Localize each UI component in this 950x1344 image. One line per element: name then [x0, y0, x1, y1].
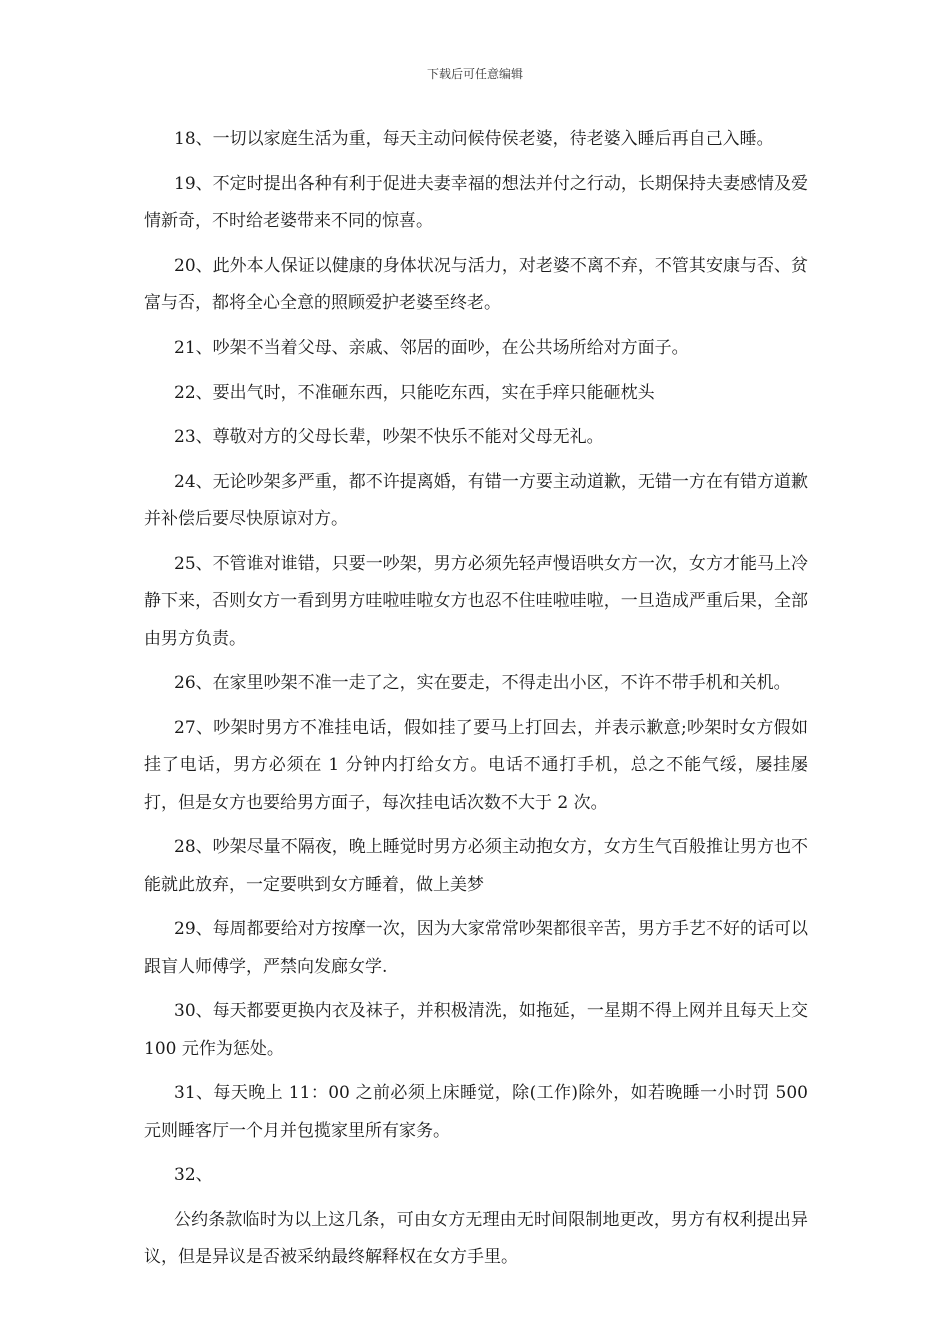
paragraph-26: 26、在家里吵架不准一走了之，实在要走，不得走出小区，不许不带手机和关机。 — [174, 673, 791, 694]
paragraph-23: 23、尊敬对方的父母长辈，吵架不快乐不能对父母无礼。 — [174, 427, 604, 448]
paragraph-31: 31、每天晚上 11：00 之前必须上床睡觉，除(工作)除外，如若晚睡一小时罚 500 元则睡客厅一个月并包揽家里所有家务。 — [144, 1083, 808, 1141]
paragraph-25: 25、不管谁对谁错，只要一吵架，男方必须先轻声慢语哄女方一次，女方才能马上冷静下来，否则女方一看到男方哇啦哇啦女方也忍不住哇啦哇啦，一旦造成严重后果，全部由男方负责。 — [144, 554, 808, 649]
paragraph-29: 29、每周都要给对方按摩一次，因为大家常常吵架都很辛苦，男方手艺不好的话可以跟盲人师傅学，严禁向发廊女学. — [144, 919, 808, 977]
paragraph-closing: 公约条款临时为以上这几条，可由女方无理由无时间限制地更改，男方有权利提出异议，但是异议是否被采纳最终解释权在女方手里。 — [144, 1210, 808, 1268]
paragraph-20: 20、此外本人保证以健康的身体状况与活力，对老婆不离不弃，不管其安康与否、贫富与否，都将全心全意的照顾爱护老婆至终老。 — [144, 255, 808, 313]
paragraph-30: 30、每天都要更换内衣及袜子，并积极清洗，如拖延，一星期不得上网并且每天上交 100 元作为惩处。 — [144, 1001, 808, 1059]
paragraph-24: 24、无论吵架多严重，都不许提离婚，有错一方要主动道歉，无错一方在有错方道歉并补偿后要尽快原谅对方。 — [144, 472, 808, 530]
paragraph-22: 22、要出气时，不准砸东西，只能吃东西，实在手痒只能砸枕头 — [174, 382, 655, 403]
paragraph-21: 21、吵架不当着父母、亲戚、邻居的面吵，在公共场所给对方面子。 — [174, 337, 689, 358]
paragraph-18: 18、一切以家庭生活为重，每天主动问候侍侯老婆，待老婆入睡后再自己入睡。 — [174, 129, 774, 149]
paragraph-27: 27、吵架时男方不准挂电话，假如挂了要马上打回去，并表示歉意;吵架时女方假如挂了电话，男方必须在 1 分钟内打给女方。电话不通打手机，总之不能气绥，屡挂屡打，但是女方也要给男方面子，每次挂电话次数不大于 2 次。 — [144, 718, 808, 813]
paragraph-28: 28、吵架尽量不隔夜，晚上睡觉时男方必须主动抱女方，女方生气百般推让男方也不能就此放弃，一定要哄到女方睡着，做上美梦 — [144, 837, 808, 895]
paragraph-32: 32、 — [174, 1165, 213, 1186]
document-body — [144, 121, 808, 1284]
page-header: 下载后可任意编辑 — [426, 67, 523, 81]
paragraph-19: 19、不定时提出各种有利于促进夫妻幸福的想法并付之行动，长期保持夫妻感情及爱情新奇，不时给老婆带来不同的惊喜。 — [144, 173, 808, 231]
